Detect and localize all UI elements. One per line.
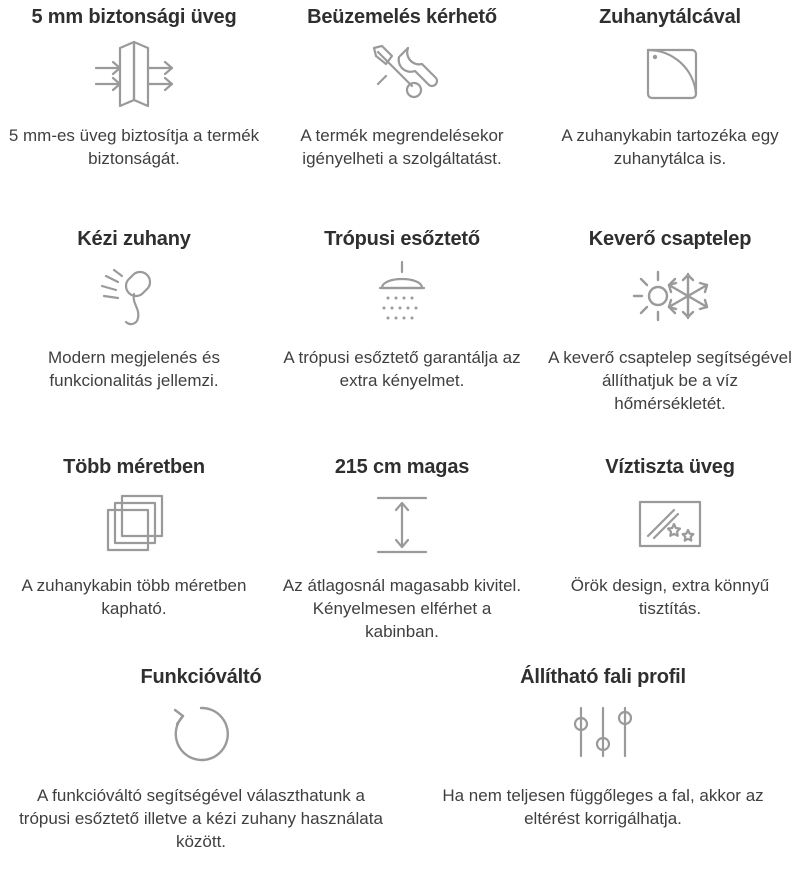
feature-description: A keverő csaptelep segítségével állíthatjuk be a víz hőmérsékletét. (548, 348, 792, 413)
feature-title: Beüzemelés kérhető (307, 6, 497, 28)
tools-installation-icon (356, 36, 448, 114)
feature-card-multiple-sizes (0, 450, 268, 660)
feature-description: Ha nem teljesen függőleges a fal, akkor az eltérést korrigálhatja. (442, 786, 764, 828)
feature-title: Funkcióváltó (140, 666, 262, 688)
feature-card-height (268, 450, 536, 660)
feature-card-clear-glass (536, 450, 804, 660)
feature-card-safety-glass (0, 0, 268, 222)
feature-title: Zuhanytálcával (599, 6, 741, 28)
function-switch-icon (161, 696, 241, 774)
feature-title: 5 mm biztonsági üveg (31, 6, 237, 28)
feature-title: Keverő csaptelep (588, 228, 752, 250)
feature-title: Több méretben (63, 456, 205, 478)
safety-glass-icon (86, 36, 182, 114)
feature-title: Víztiszta üveg (605, 456, 735, 478)
feature-row-1 (0, 0, 805, 222)
feature-card-mixer-tap (536, 222, 804, 450)
feature-description: A termék megrendelésekor igényelheti a szolgáltatást. (300, 126, 504, 168)
adjustable-wall-profile-icon (559, 696, 647, 774)
feature-card-shower-tray (536, 0, 804, 222)
feature-description: A zuhanykabin tartozéka egy zuhanytálca is. (561, 126, 779, 168)
feature-description: Az átlagosnál magasabb kivitel. Kényelmesen elférhet a kabinban. (282, 576, 522, 641)
feature-card-adjustable-profile (402, 660, 804, 860)
feature-card-installation (268, 0, 536, 222)
clear-glass-sparkle-icon (624, 486, 716, 564)
feature-description: A funkcióváltó segítségével választhatunk a trópusi esőztető illetve a kézi zuhany használata között. (19, 786, 383, 851)
feature-row-4 (0, 660, 805, 860)
height-arrow-icon (356, 486, 448, 564)
shower-tray-icon (624, 36, 716, 114)
feature-row-2 (0, 222, 805, 450)
hot-cold-mixer-icon (620, 258, 720, 336)
feature-title: Trópusi esőztető (324, 228, 480, 250)
feature-row-3 (0, 450, 805, 660)
feature-card-rain-shower (268, 222, 536, 450)
feature-description: Örök design, extra könnyű tisztítás. (570, 576, 770, 618)
feature-card-hand-shower (0, 222, 268, 450)
multiple-sizes-icon (88, 486, 180, 564)
feature-description: A zuhanykabin több méretben kapható. (21, 576, 247, 618)
feature-description: Modern megjelenés és funkcionalitás jellemzi. (48, 348, 220, 390)
feature-description: A trópusi esőztető garantálja az extra kényelmet. (283, 348, 521, 390)
hand-shower-icon (88, 258, 180, 336)
rain-shower-head-icon (356, 258, 448, 336)
feature-title: Kézi zuhany (77, 228, 191, 250)
feature-title: Állítható fali profil (520, 666, 686, 688)
feature-title: 215 cm magas (334, 456, 470, 478)
feature-description: 5 mm-es üveg biztosítja a termék biztonságát. (8, 126, 260, 168)
feature-card-function-switch (0, 660, 402, 860)
